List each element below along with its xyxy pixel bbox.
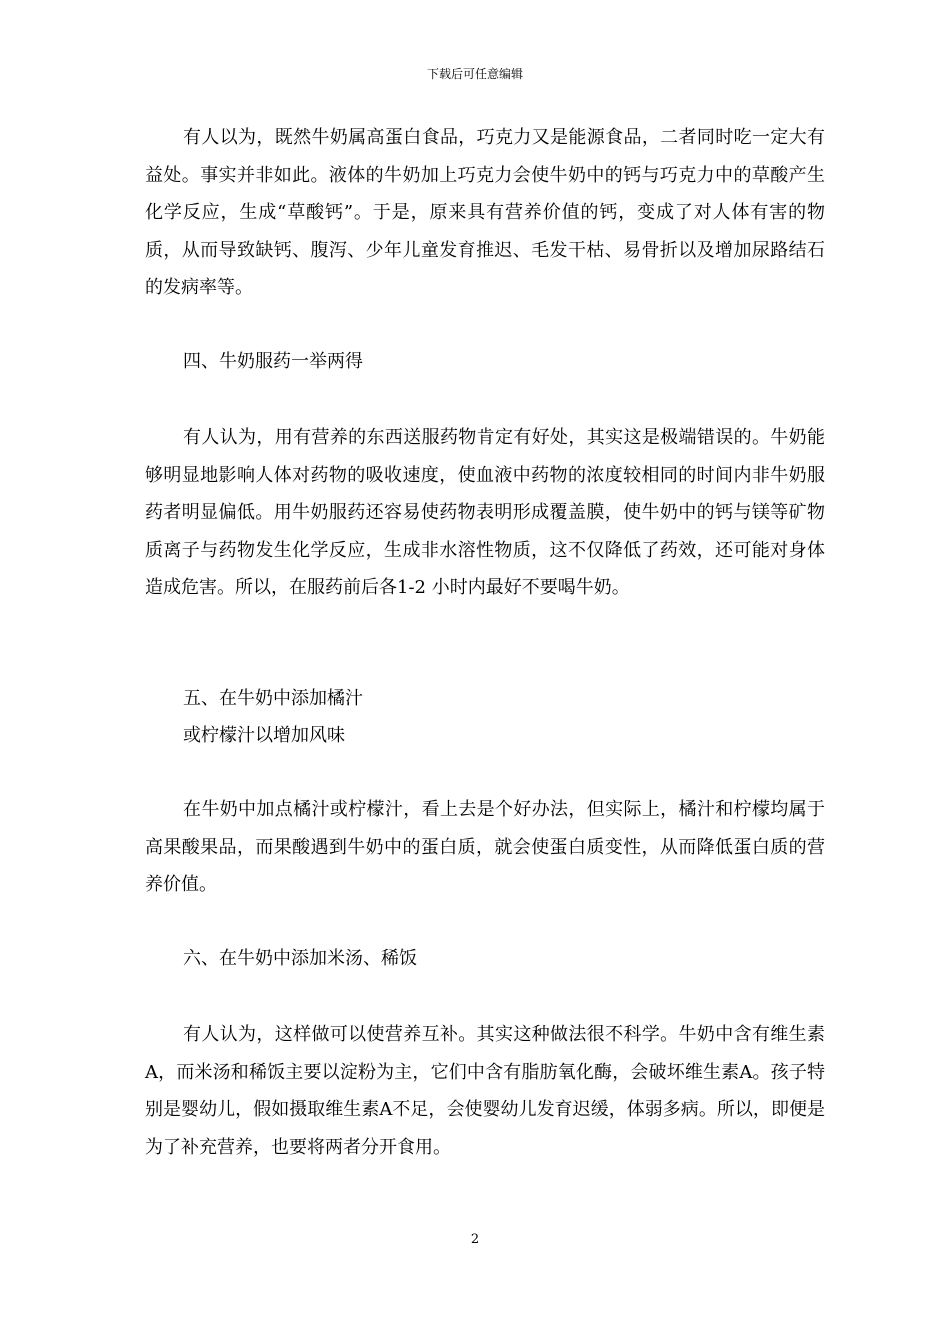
- heading-section-5-line2: 或柠檬汁以增加风味: [183, 725, 345, 746]
- page-number: 2: [470, 1232, 480, 1247]
- paragraph-rice-soup: 有人认为，这样做可以使营养互补。其实这种做法很不科学。牛奶中含有维生素A，而米汤和稀饭主要以淀粉为主，它们中含有脂肪氧化酶，会破坏维生素A。孩子特别是婴幼儿，假如摄取维生素A不足，会使婴幼儿发育迟缓，体弱多病。所以，即便是为了补充营养，也要将两者分开食用。: [145, 1024, 825, 1158]
- heading-section-5-line1: 五、在牛奶中添加橘汁: [183, 688, 363, 709]
- heading-section-4: 四、牛奶服药一举两得: [183, 351, 363, 372]
- heading-section-6: 六、在牛奶中添加米汤、稀饭: [183, 948, 417, 969]
- paragraph-chocolate: 有人以为，既然牛奶属高蛋白食品，巧克力又是能源食品，二者同时吃一定大有益处。事实并非如此。液体的牛奶加上巧克力会使牛奶中的钙与巧克力中的草酸产生化学反应，生成“草酸钙”。于是，原来具有营养价值的钙，变成了对人体有害的物质，从而导致缺钙、腹泻、少年儿童发育推迟、毛发干枯、易骨折以及增加尿路结石的发病率等。: [145, 127, 825, 298]
- paragraph-citrus: 在牛奶中加点橘汁或柠檬汁，看上去是个好办法，但实际上，橘汁和柠檬均属于高果酸果品，而果酸遇到牛奶中的蛋白质，就会使蛋白质变性，从而降低蛋白质的营养价值。: [145, 799, 825, 895]
- paragraph-medicine: 有人认为，用有营养的东西送服药物肯定有好处，其实这是极端错误的。牛奶能够明显地影响人体对药物的吸收速度，使血液中药物的浓度较相同的时间内非牛奶服药者明显偏低。用牛奶服药还容易使药物表明形成覆盖膜，使牛奶中的钙与镁等矿物质离子与药物发生化学反应，生成非水溶性物质，这不仅降低了药效，还可能对身体造成危害。所以，在服药前后各1-2 小时内最好不要喝牛奶。: [145, 427, 825, 598]
- page-header: 下载后可任意编辑: [426, 67, 523, 81]
